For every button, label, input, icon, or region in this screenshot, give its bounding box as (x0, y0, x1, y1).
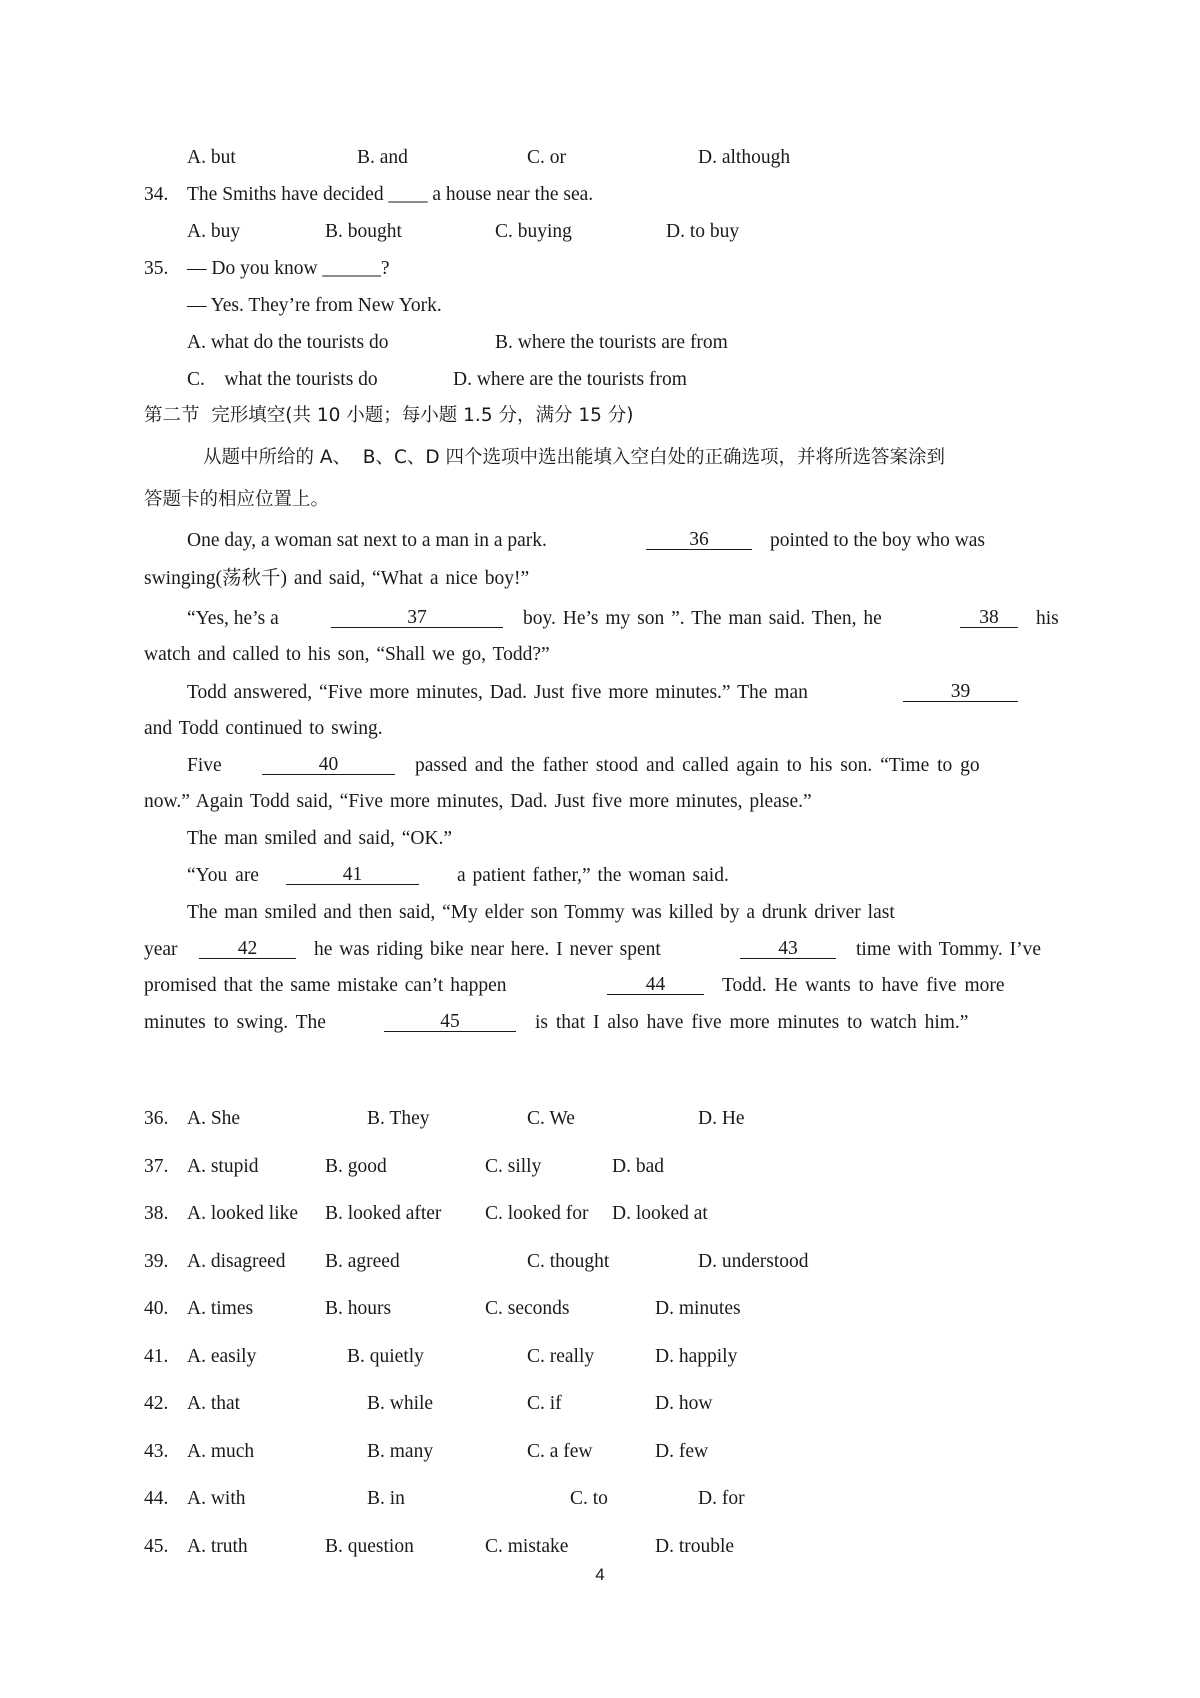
blank-39 (903, 683, 1018, 703)
passage-p3-a: Todd answered, “Five more minutes, Dad. Just five more minutes.” The man (187, 682, 808, 703)
q34-stem (187, 185, 593, 205)
answer-36-number: 36. (144, 1108, 169, 1129)
passage-p2-b: boy. He’s my son ”. The man said. Then, he (523, 608, 882, 629)
answer-38-option-a: A. looked like (187, 1203, 299, 1224)
q34-stem-before: The Smiths have decided (187, 184, 384, 205)
answer-37-option-b: B. good (325, 1156, 387, 1177)
answer-41-option-c: C. really (527, 1346, 595, 1367)
blank-45 (384, 1013, 516, 1033)
q34-option-c: C. buying (495, 221, 572, 242)
passage-p7-h: is that I also have five more minutes to watch him.” (535, 1012, 969, 1033)
passage-p7-c: he was riding bike near here. I never spent (314, 939, 661, 960)
answer-39-option-d: D. understood (698, 1251, 809, 1272)
q34-blank: ____ (388, 184, 428, 205)
answer-42-option-a: A. that (187, 1393, 241, 1414)
answer-44-number: 44. (144, 1488, 169, 1509)
blank-36-number: 36 (689, 529, 709, 550)
answer-44-option-b: B. in (367, 1488, 405, 1509)
answer-40-option-c: C. seconds (485, 1298, 570, 1319)
q33-option-c: C. or (527, 147, 566, 168)
answer-43-option-a: A. much (187, 1441, 255, 1462)
q34-number: 34. (144, 184, 169, 205)
answer-37-number: 37. (144, 1156, 169, 1177)
answer-39-option-c: C. thought (527, 1251, 610, 1272)
answer-40-number: 40. (144, 1298, 169, 1319)
answer-39-option-a: A. disagreed (187, 1251, 286, 1272)
passage-p4-a: Five (187, 755, 222, 776)
passage-p7-e: promised that the same mistake can’t happen (144, 975, 507, 996)
blank-45-number: 45 (440, 1011, 460, 1032)
answer-40-option-d: D. minutes (655, 1298, 741, 1319)
passage-p6-b: a patient father,” the woman said. (457, 865, 729, 886)
passage-p7-b: year (144, 939, 178, 960)
blank-40-number: 40 (318, 754, 339, 775)
answer-36-option-a: A. She (187, 1108, 241, 1129)
blank-37 (331, 609, 503, 629)
blank-43 (740, 940, 836, 960)
blank-38-number: 38 (979, 607, 999, 628)
q33-option-d: D. although (698, 147, 791, 168)
answer-41-option-a: A. easily (187, 1346, 257, 1367)
q34-option-d: D. to buy (666, 221, 740, 242)
blank-43-number: 43 (778, 938, 798, 959)
answer-38-option-d: D. looked at (612, 1203, 708, 1224)
answer-42-number: 42. (144, 1393, 169, 1414)
answer-38-number: 38. (144, 1203, 169, 1224)
q34-stem-after: a house near the sea. (432, 184, 594, 205)
answer-42-option-b: B. while (367, 1393, 434, 1414)
answer-40-option-a: A. times (187, 1298, 254, 1319)
answer-39-number: 39. (144, 1251, 169, 1272)
q34-option-b: B. bought (325, 221, 402, 242)
passage-p4-c: now.” Again Todd said, “Five more minutes, Dad. Just five more minutes, please.” (144, 791, 812, 812)
answer-37-option-a: A. stupid (187, 1156, 259, 1177)
passage-p5: The man smiled and said, “OK.” (187, 828, 453, 849)
answer-43-option-b: B. many (367, 1441, 434, 1462)
answer-39-option-b: B. agreed (325, 1251, 400, 1272)
blank-41-number: 41 (342, 864, 363, 885)
page-number: 4 (595, 1565, 605, 1584)
passage-p7-d: time with Tommy. I’ve (856, 939, 1041, 960)
answer-45-number: 45. (144, 1536, 169, 1557)
q35-option-c: C. what the tourists do (187, 369, 378, 390)
section-instruction-line2: 答题卡的相应位置上。 (144, 489, 330, 510)
answer-36-option-b: B. They (367, 1108, 430, 1129)
q35-option-d: D. where are the tourists from (453, 369, 687, 390)
blank-37-number: 37 (407, 607, 427, 628)
q35-line2: — Yes. They’re from New York. (187, 295, 442, 316)
answer-38-option-c: C. looked for (485, 1203, 589, 1224)
passage-p2-a: “Yes, he’s a (187, 608, 279, 629)
passage-p1-a: One day, a woman sat next to a man in a park. (187, 530, 547, 551)
blank-44-number: 44 (645, 974, 666, 995)
blank-42-number: 42 (237, 938, 258, 959)
passage-p7-g: minutes to swing. The (144, 1012, 326, 1033)
passage-p7-f: Todd. He wants to have five more (722, 975, 1005, 996)
answer-45-option-d: D. trouble (655, 1536, 735, 1557)
answer-41-option-b: B. quietly (347, 1346, 424, 1367)
passage-p2-d: watch and called to his son, “Shall we go, Todd?” (144, 644, 550, 665)
answer-36-option-d: D. He (698, 1108, 745, 1129)
blank-39-number: 39 (950, 681, 971, 702)
answer-37-option-c: C. silly (485, 1156, 542, 1177)
answer-41-number: 41. (144, 1346, 169, 1367)
blank-36 (646, 531, 752, 551)
passage-p2-c: his (1036, 608, 1059, 629)
passage-p1-b: pointed to the boy who was (770, 530, 986, 551)
answer-44-option-a: A. with (187, 1488, 246, 1509)
q35-option-a: A. what do the tourists do (187, 332, 389, 353)
answer-36-option-c: C. We (527, 1108, 575, 1129)
answer-45-option-a: A. truth (187, 1536, 248, 1557)
blank-41 (286, 866, 419, 886)
passage-p3-b: and Todd continued to swing. (144, 718, 383, 739)
answer-42-option-d: D. how (655, 1393, 713, 1414)
answer-44-option-c: C. to (570, 1488, 608, 1509)
passage-p6-a: “You are (187, 865, 259, 886)
blank-44 (607, 976, 704, 996)
passage-p1-c: swinging(荡秋千) and said, “What a nice boy!” (144, 568, 530, 589)
passage-p4-b: passed and the father stood and called again to his son. “Time to go (415, 755, 980, 776)
answer-44-option-d: D. for (698, 1488, 745, 1509)
q35-line1: — Do you know ______? (187, 258, 390, 279)
q35-option-b: B. where the tourists are from (495, 332, 728, 353)
blank-38 (960, 609, 1018, 629)
passage-p7-a: The man smiled and then said, “My elder son Tommy was killed by a drunk driver last (187, 902, 895, 923)
section-title: 第二节 完形填空(共 10 小题；每小题 1.5 分，满分 15 分) (144, 405, 634, 426)
answer-43-option-c: C. a few (527, 1441, 593, 1462)
answer-42-option-c: C. if (527, 1393, 562, 1414)
answer-37-option-d: D. bad (612, 1156, 664, 1177)
answer-43-number: 43. (144, 1441, 169, 1462)
blank-40 (262, 756, 395, 776)
section-instruction-line1: 从题中所给的 A、 B、C、D 四个选项中选出能填入空白处的正确选项，并将所选答案涂到 (203, 447, 946, 468)
q33-option-b: B. and (357, 147, 408, 168)
q35-number: 35. (144, 258, 169, 279)
answer-38-option-b: B. looked after (325, 1203, 442, 1224)
blank-42 (199, 940, 296, 960)
answer-45-option-c: C. mistake (485, 1536, 569, 1557)
q34-option-a: A. buy (187, 221, 241, 242)
answer-43-option-d: D. few (655, 1441, 709, 1462)
answer-40-option-b: B. hours (325, 1298, 392, 1319)
q33-option-a: A. but (187, 147, 236, 168)
answer-41-option-d: D. happily (655, 1346, 738, 1367)
answer-45-option-b: B. question (325, 1536, 414, 1557)
